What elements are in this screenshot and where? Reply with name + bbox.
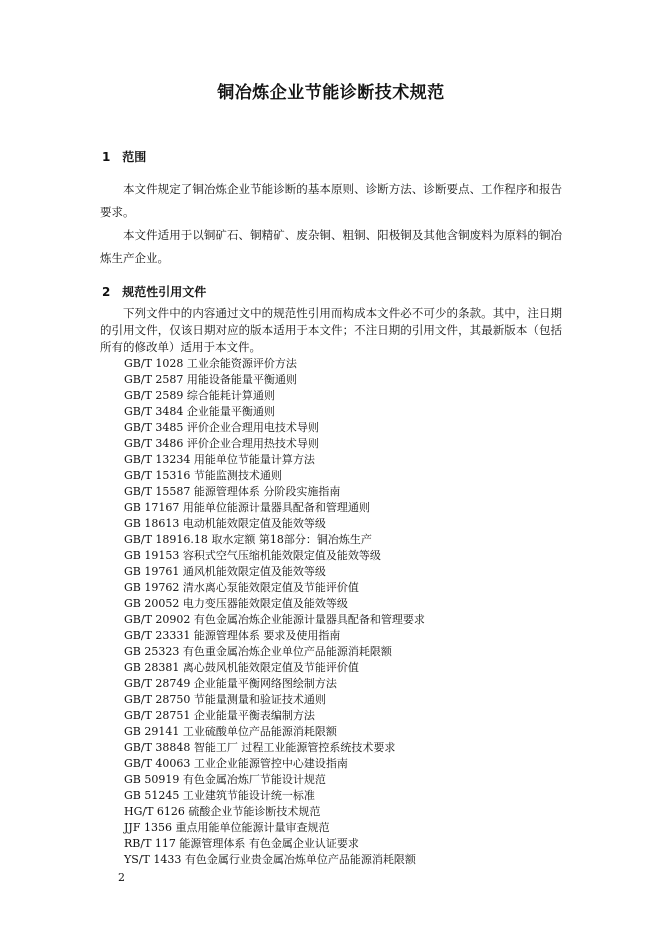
section-1-number: 1 [102, 150, 111, 164]
reference-item: GB/T 20902 有色金属冶炼企业能源计量器具配备和管理要求 [124, 613, 425, 626]
section-1-paragraph: 本文件规定了铜冶炼企业节能诊断的基本原则、诊断方法、诊断要点、工作程序和报告要求。 [100, 182, 562, 219]
reference-item: GB 25323 有色重金属冶炼企业单位产品能源消耗限额 [124, 645, 392, 658]
reference-item: GB 18613 电动机能效限定值及能效等级 [124, 517, 326, 530]
reference-item: GB 20052 电力变压器能效限定值及能效等级 [124, 597, 348, 610]
reference-item: GB/T 3486 评价企业合理用热技术导则 [124, 437, 319, 450]
reference-item: GB/T 15316 节能监测技术通则 [124, 469, 282, 482]
reference-item: GB 17167 用能单位能源计量器具配备和管理通则 [124, 501, 370, 514]
reference-item: YS/T 1433 有色金属行业贵金属冶炼单位产品能源消耗限额 [124, 853, 416, 866]
reference-item: GB/T 2587 用能设备能量平衡通则 [124, 373, 297, 386]
reference-item: GB 19761 通风机能效限定值及能效等级 [124, 565, 326, 578]
reference-item: GB/T 3485 评价企业合理用电技术导则 [124, 421, 319, 434]
reference-item: GB 29141 工业硫酸单位产品能源消耗限额 [124, 725, 337, 738]
reference-item: GB/T 3484 企业能量平衡通则 [124, 405, 275, 418]
reference-item: GB 19762 清水离心泵能效限定值及节能评价值 [124, 581, 359, 594]
reference-item: GB/T 28750 节能量测量和验证技术通则 [124, 693, 326, 706]
page-number: 2 [118, 871, 125, 884]
document-title: 铜冶炼企业节能诊断技术规范 [217, 83, 445, 103]
reference-item: GB 50919 有色金属冶炼厂节能设计规范 [124, 773, 326, 786]
reference-item: HG/T 6126 硫酸企业节能诊断技术规范 [124, 805, 321, 818]
section-1-paragraph: 本文件适用于以铜矿石、铜精矿、废杂铜、粗铜、阳极铜及其他含铜废料为原料的铜冶炼生产企业。 [100, 228, 562, 265]
reference-item: RB/T 117 能源管理体系 有色金属企业认证要求 [124, 837, 359, 850]
reference-item: GB/T 23331 能源管理体系 要求及使用指南 [124, 629, 341, 642]
reference-item: GB/T 40063 工业企业能源管控中心建设指南 [124, 757, 348, 770]
reference-item: GB/T 28749 企业能量平衡网络图绘制方法 [124, 677, 337, 690]
section-2-title: 规范性引用文件 [122, 285, 207, 299]
reference-item: GB/T 38848 智能工厂 过程工业能源管控系统技术要求 [124, 741, 396, 754]
section-1-heading [102, 148, 146, 165]
reference-item: GB 51245 工业建筑节能设计统一标准 [124, 789, 315, 802]
section-2-heading [102, 283, 206, 300]
section-2-number: 2 [102, 285, 111, 299]
reference-item: GB 28381 离心鼓风机能效限定值及节能评价值 [124, 661, 359, 674]
reference-item: GB/T 15587 能源管理体系 分阶段实施指南 [124, 485, 341, 498]
reference-item: GB/T 18916.18 取水定额 第18部分：铜冶炼生产 [124, 533, 372, 546]
reference-item: GB/T 28751 企业能量平衡表编制方法 [124, 709, 315, 722]
reference-item: GB/T 2589 综合能耗计算通则 [124, 389, 275, 402]
reference-item: GB/T 1028 工业余能资源评价方法 [124, 357, 297, 370]
reference-item: JJF 1356 重点用能单位能源计量审查规范 [124, 821, 330, 834]
reference-list [124, 356, 425, 868]
section-2-intro: 下列文件中的内容通过文中的规范性引用而构成本文件必不可少的条款。其中，注日期的引用文件，仅该日期对应的版本适用于本文件；不注日期的引用文件，其最新版本（包括所有的修改单）适用于本文件。 [100, 306, 562, 354]
section-1-title: 范围 [122, 150, 147, 164]
reference-item: GB/T 13234 用能单位节能量计算方法 [124, 453, 315, 466]
reference-item: GB 19153 容积式空气压缩机能效限定值及能效等级 [124, 549, 381, 562]
